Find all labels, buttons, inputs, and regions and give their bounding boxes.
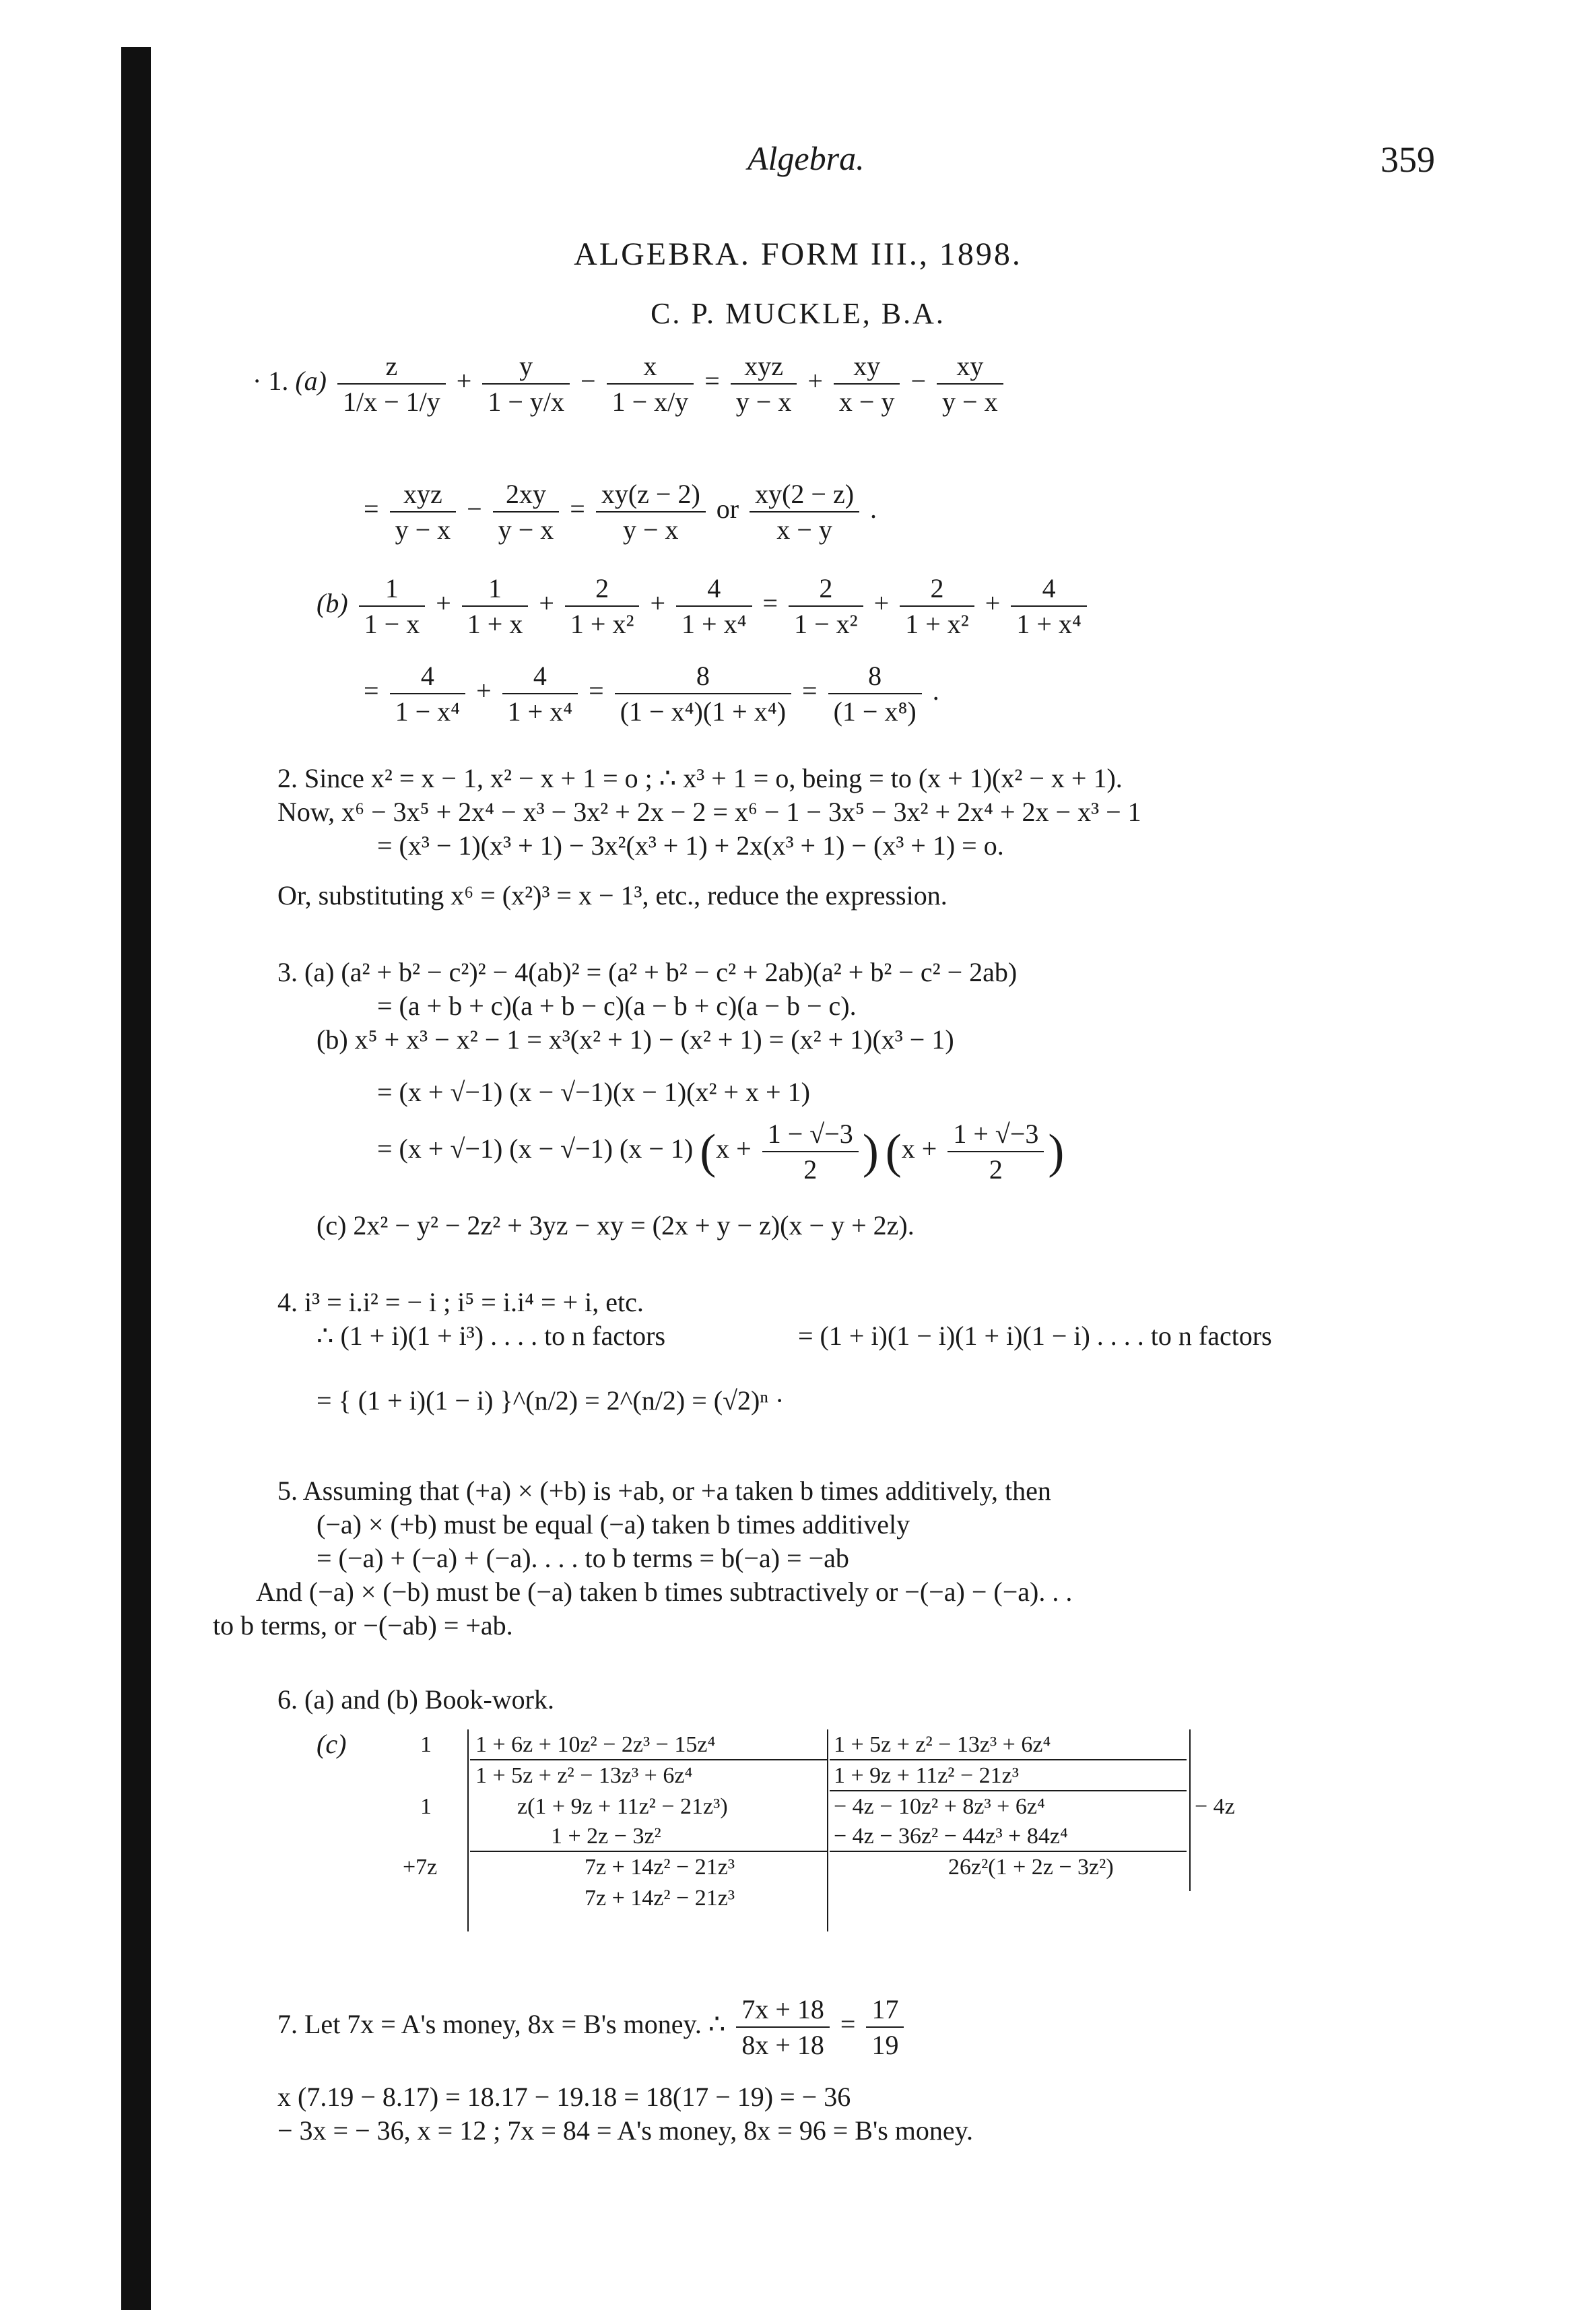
mid-col-5: 7z + 14z² − 21z³ xyxy=(585,1855,735,1880)
q1a-term1: $\frac{z}{1/x - 1/y}$ xyxy=(337,350,446,418)
q4-line3: = { (1 + i)(1 − i) }^(n/2) = 2^(n/2) = (√2)ⁿ · xyxy=(317,1385,785,1416)
mid-col-2: 1 + 5z + z² − 13z³ + 6z⁴ xyxy=(475,1763,693,1788)
q1a-label: (a) xyxy=(295,366,327,397)
q1a-term3: $\frac{x}{1 - x/y}$ xyxy=(607,350,694,418)
q4-line1: 4. i³ = i.i² = − i ; i⁵ = i.i⁴ = + i, etc. xyxy=(277,1287,644,1317)
q1b-label: (b) xyxy=(317,588,348,619)
q7-line3: − 3x = − 36, x = 12 ; 7x = 84 = A's money, 8x = 96 = B's money. xyxy=(277,2115,974,2146)
q5-line3: = (−a) + (−a) + (−a). . . . to b terms = b(−a) = −ab xyxy=(317,1543,849,1573)
q5-line1: 5. Assuming that (+a) × (+b) is +ab, or +a taken b times additively, then xyxy=(277,1476,1051,1506)
q7-line1: 7. Let 7x = A's money, 8x = B's money. ∴ $\frac{7x + 18}{8x + 18}$ = $\frac{17}{19}$ xyxy=(277,1993,908,2061)
q6-line1: 6. (a) and (b) Book-work. xyxy=(277,1684,554,1715)
q1a-term2: $\frac{y}{1 - y/x}$ xyxy=(482,350,570,418)
author: C. P. MUCKLE, B.A. xyxy=(651,297,945,330)
mid-col-3: z(1 + 9z + 11z² − 21z³) xyxy=(517,1794,728,1819)
right-col-4: − 4z − 36z² − 44z³ + 84z⁴ xyxy=(834,1824,1068,1849)
right-col-2: 1 + 9z + 11z² − 21z³ xyxy=(834,1763,1019,1788)
q4-line2a: ∴ (1 + i)(1 + i³) . . . . to n factors xyxy=(317,1321,666,1351)
right-col-1: 1 + 5z + z² − 13z³ + 6z⁴ xyxy=(834,1732,1051,1757)
right-col-3: − 4z − 10z² + 8z³ + 6z⁴ xyxy=(834,1794,1045,1819)
q3a-line1: 3. (a) (a² + b² − c²)² − 4(ab)² = (a² + b² − c² + 2ab)(a² + b² − c² − 2ab) xyxy=(277,957,1018,987)
q1a-result3: $\frac{xy}{y - x}$ xyxy=(937,350,1003,418)
q1a-result1: $\frac{\text{xyz}}{y - x}$ xyxy=(731,350,797,418)
q3b-line2: = (x + √−1) (x − √−1)(x − 1)(x² + x + 1) xyxy=(377,1077,810,1107)
q5-line4: And (−a) × (−b) must be (−a) taken b times subtractively or −(−a) − (−a). . . xyxy=(256,1577,1073,1607)
right-col-5: 26z²(1 + 2z − 3z²) xyxy=(948,1855,1114,1880)
q3b-line1: (b) x⁵ + x³ − x² − 1 = x³(x² + 1) − (x² + 1) = (x² + 1)(x³ − 1) xyxy=(317,1024,954,1055)
division-table xyxy=(403,1729,1235,1936)
q1b-line2: = $\frac{4}{\text{1 − x⁴}}$ + $\frac{4}{\text{1 + x⁴}}$ = $\frac{8}{\text{(1 − x⁴)(1 + x⁴)}}$ = $\frac{8}{\text{(1 − x⁸)}}$ . xyxy=(364,661,939,727)
q2-line1: 2. Since x² = x − 1, x² − x + 1 = o ; ∴ x³ + 1 = o, being = to (x + 1)(x² − x + 1). xyxy=(277,763,1123,793)
q3a-line2: = (a + b + c)(a + b − c)(a − b + c)(a − b − c). xyxy=(377,991,857,1021)
q3b-line3: = (x + √−1) (x − √−1) (x − 1) (x + $\frac{1 - √-3}{2}$ ) (x + $\frac{1 + √-3}{2}$ ) xyxy=(377,1119,1065,1185)
running-head: Algebra. xyxy=(747,139,865,177)
mid-col-6: 7z + 14z² − 21z³ xyxy=(585,1886,735,1911)
q7-line2: x (7.19 − 8.17) = 18.17 − 19.18 = 18(17 − 19) = − 36 xyxy=(277,2082,851,2112)
q2-line4: Or, substituting x⁶ = (x²)³ = x − 1³, etc., reduce the expression. xyxy=(277,880,947,911)
page-title: ALGEBRA. FORM III., 1898. xyxy=(574,236,1022,272)
q1b-line1: (b) $\frac{1}{1 - x}$ + $\frac{1}{1 + x}$ + $\frac{2}{\text{1 + x²}}$ + $\frac{4}{\text{1 + x⁴}}$ = $\frac{2}{\text{1 − x²}}$ + $\frac{2}{\text{1 + x²}}$ + $\frac{4}{\text{1 + x⁴}}$ xyxy=(317,572,1091,640)
left-col-1: 1 xyxy=(420,1732,432,1757)
q3c-line1: (c) 2x² − y² − 2z² + 3yz − xy = (2x + y − z)(x − y + 2z). xyxy=(317,1210,915,1241)
q1a-line2: = $\frac{\text{xyz}}{y - x}$ − $\frac{2xy}{y - x}$ = $\frac{xy(z - 2)}{y - x}$ or $\frac{xy(2 - z)}{x - y}$ . xyxy=(364,479,877,545)
left-col-2: 1 xyxy=(420,1794,432,1819)
mid-col-4: 1 + 2z − 3z² xyxy=(551,1824,661,1849)
right-multiplier: − 4z xyxy=(1195,1794,1235,1819)
q5-line2: (−a) × (+b) must be equal (−a) taken b times additively xyxy=(317,1509,910,1540)
page-number: 359 xyxy=(1381,139,1435,180)
q1a-result2: $\frac{xy}{x - y}$ xyxy=(834,350,900,418)
q5-line5: to b terms, or −(−ab) = +ab. xyxy=(213,1610,513,1641)
q1-label: · 1. xyxy=(253,366,289,397)
q4-line2b: = (1 + i)(1 − i)(1 + i)(1 − i) . . . . to n factors xyxy=(798,1321,1272,1351)
mid-col-1: 1 + 6z + 10z² − 2z³ − 15z⁴ xyxy=(475,1732,716,1757)
q6c-label: (c) xyxy=(317,1729,347,1759)
q1a-line1: · 1. (a) $\frac{z}{1/x - 1/y}$ + $\frac{y}{1 - y/x}$ − $\frac{x}{1 - x/y}$ = $\frac{\text{xyz}}{y - x}$ + $\frac{xy}{x - y}$ − $\frac{xy}{y - x}$ xyxy=(253,350,1007,418)
binding-edge xyxy=(121,47,151,2310)
q2-line3: = (x³ − 1)(x³ + 1) − 3x²(x³ + 1) + 2x(x³ + 1) − (x³ + 1) = o. xyxy=(377,830,1004,861)
q2-line2: Now, x⁶ − 3x⁵ + 2x⁴ − x³ − 3x² + 2x − 2 = x⁶ − 1 − 3x⁵ − 3x² + 2x⁴ + 2x − x³ − 1 xyxy=(277,797,1141,827)
left-col-3: +7z xyxy=(403,1855,438,1880)
